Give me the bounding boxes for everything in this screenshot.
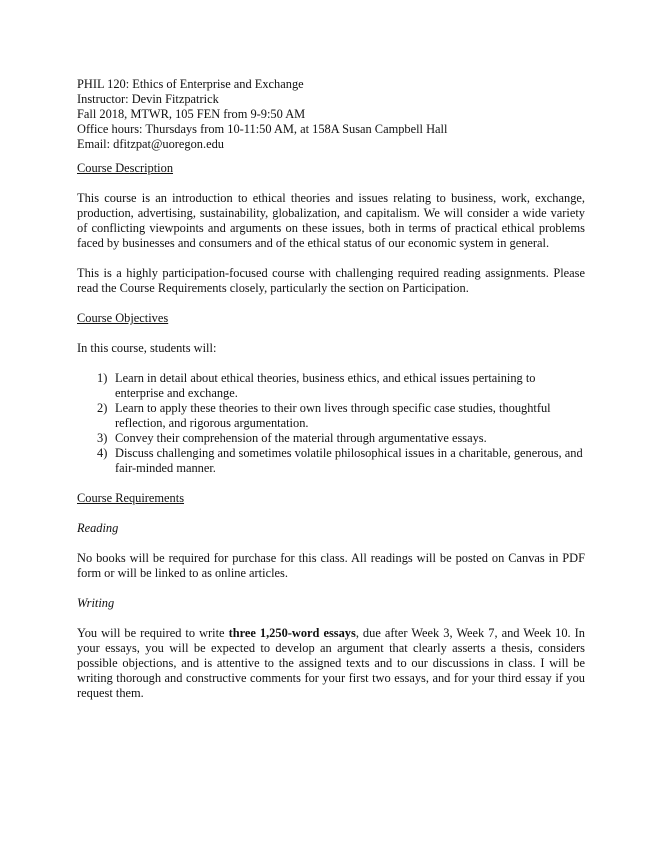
course-objectives-heading: Course Objectives bbox=[77, 311, 169, 325]
email-line: Email: dfitzpat@uoregon.edu bbox=[77, 137, 224, 151]
writing-text-after: , due after Week 3, Week 7, and Week 10. In your essays, you will be expected to develop an argument that clearly asserts a thesis, considers possible objections, and is attentive to the assigned texts and to our discussions in class. I will be writing thorough and constructive comments for your first two essays, and for your third essay if you request them. bbox=[77, 626, 586, 700]
list-item-text: Learn to apply these theories to their own lives through specific case studies, thoughtful reflection, and rigorous argumentation. bbox=[115, 401, 551, 430]
writing-paragraph bbox=[77, 626, 585, 701]
writing-text-bold: three 1,250-word essays bbox=[228, 626, 356, 640]
schedule-line: Fall 2018, MTWR, 105 FEN from 9-9:50 AM bbox=[77, 107, 306, 121]
reading-paragraph: No books will be required for purchase for this class. All readings will be posted on Canvas in PDF form or will be linked to as online articles. bbox=[77, 551, 585, 580]
reading-subheading: Reading bbox=[77, 521, 119, 535]
list-item-number: 1) bbox=[97, 371, 108, 385]
list-item-number: 3) bbox=[97, 431, 108, 445]
course-requirements-heading: Course Requirements bbox=[77, 491, 185, 505]
list-item bbox=[77, 371, 585, 401]
objectives-list bbox=[77, 371, 585, 476]
list-item bbox=[77, 401, 585, 431]
list-item bbox=[77, 446, 585, 476]
course-title: PHIL 120: Ethics of Enterprise and Exchange bbox=[77, 77, 304, 91]
course-header bbox=[77, 77, 585, 152]
list-item-text: Discuss challenging and sometimes volatile philosophical issues in a charitable, generous, and fair-minded manner. bbox=[115, 446, 583, 475]
description-paragraph-2: This is a highly participation-focused course with challenging required reading assignments. Please read the Course Requirements closely, particularly the section on Participation. bbox=[77, 266, 585, 295]
objectives-intro: In this course, students will: bbox=[77, 341, 217, 355]
list-item-text: Learn in detail about ethical theories, business ethics, and ethical issues pertaining to enterprise and exchange. bbox=[115, 371, 536, 400]
course-description-heading: Course Description bbox=[77, 161, 174, 175]
instructor-line: Instructor: Devin Fitzpatrick bbox=[77, 92, 219, 106]
list-item-text: Convey their comprehension of the material through argumentative essays. bbox=[115, 431, 487, 445]
description-paragraph-1: This course is an introduction to ethical theories and issues relating to business, work, exchange, production, advertising, sustainability, globalization, and capitalism. We will consider a wide variety of conflicting viewpoints and arguments on these issues, both in terms of practical ethical problems faced by businesses and consumers and of the ethical status of our economic system in general. bbox=[77, 191, 585, 250]
writing-text-before: You will be required to write bbox=[77, 626, 229, 640]
list-item-number: 2) bbox=[97, 401, 108, 415]
office-hours-line: Office hours: Thursdays from 10-11:50 AM, at 158A Susan Campbell Hall bbox=[77, 122, 448, 136]
document-page bbox=[77, 77, 585, 716]
list-item bbox=[77, 431, 585, 446]
list-item-number: 4) bbox=[97, 446, 108, 460]
writing-subheading: Writing bbox=[77, 596, 115, 610]
